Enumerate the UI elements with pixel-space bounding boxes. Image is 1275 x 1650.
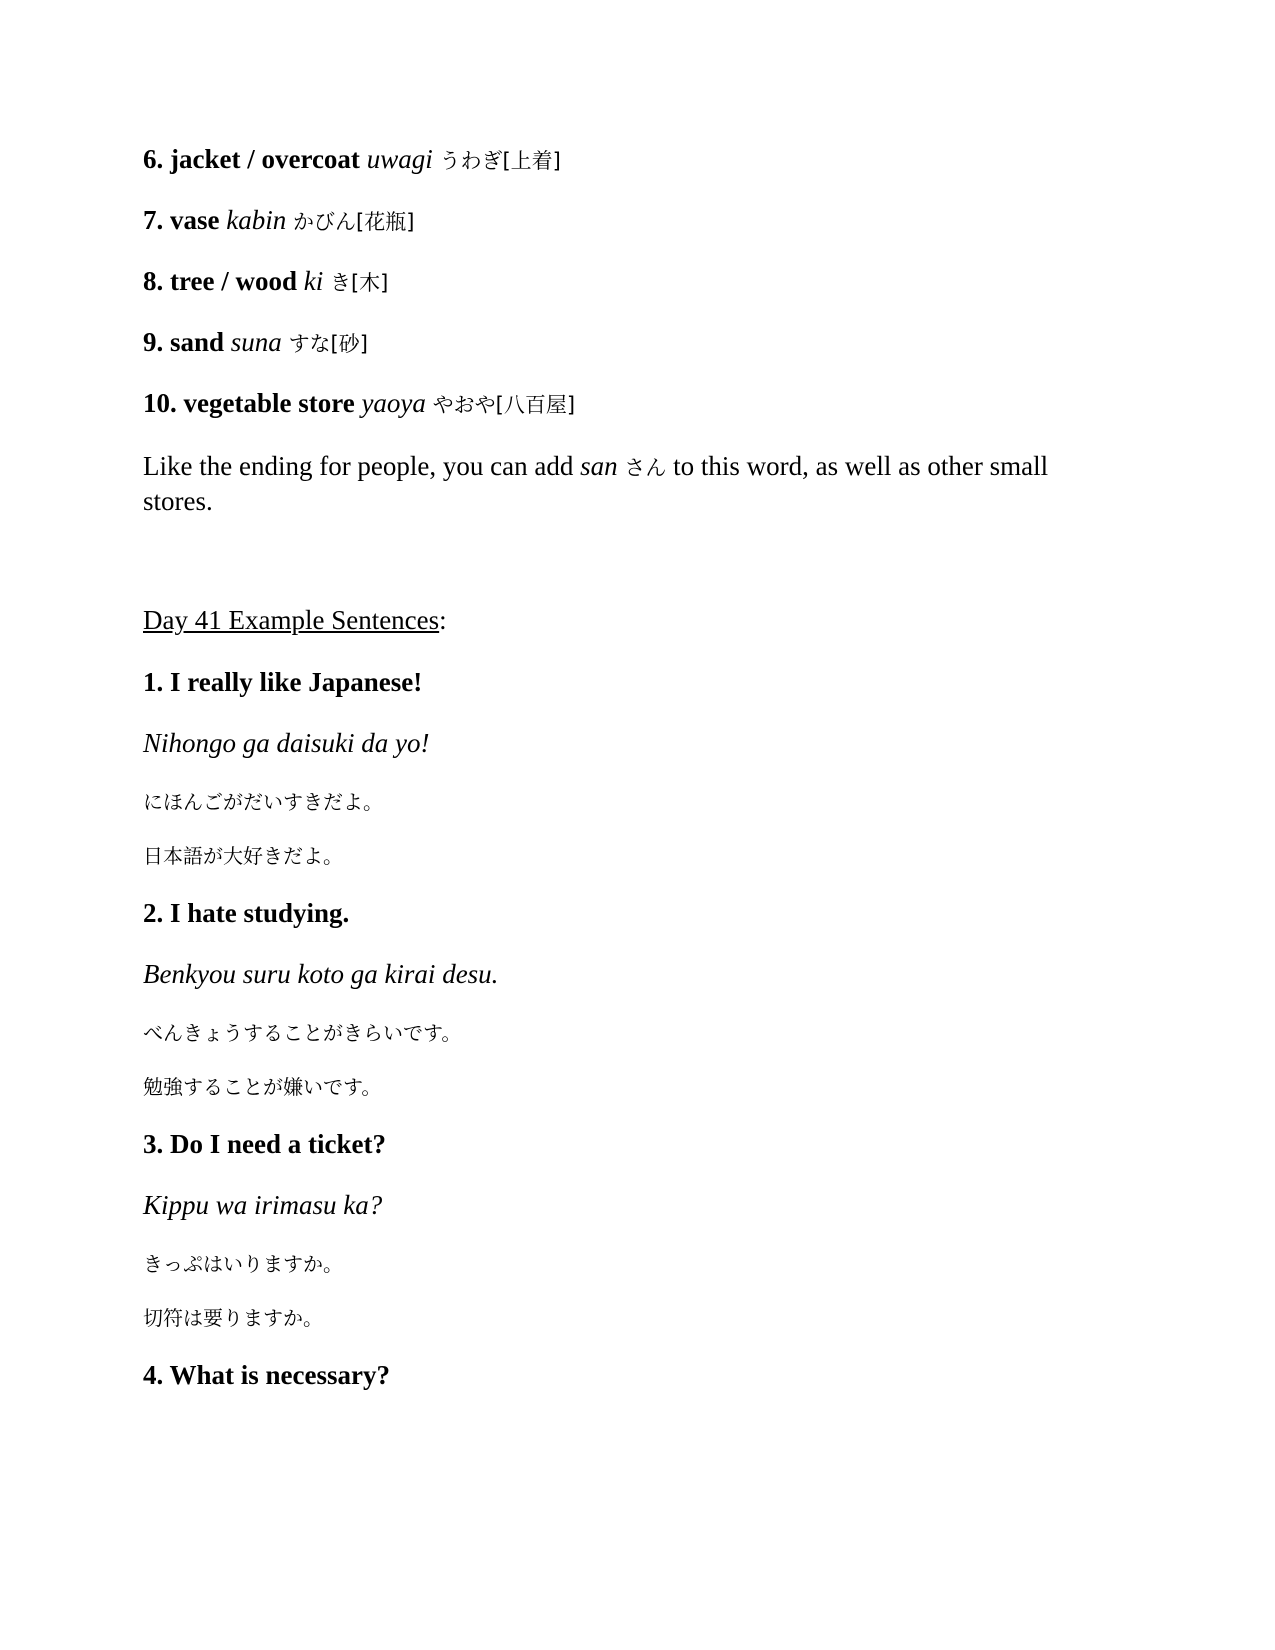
example-kana: きっぷはいりますか。 [143,1252,343,1276]
example-kanji: 勉強することが嫌いです。 [143,1075,382,1099]
example-english: 2. I hate studying. [143,898,350,928]
vocab-english: 10. vegetable store [143,388,355,418]
vocab-romaji: kabin [226,205,287,235]
example-kanji: 日本語が大好きだよ。 [143,844,343,868]
example-english: 1. I really like Japanese! [143,667,423,697]
example-romaji: Benkyou suru koto ga kirai desu. [143,959,499,989]
vocab-english: 8. tree / wood [143,266,297,296]
example-romaji: Nihongo ga daisuki da yo! [143,728,430,758]
example-kana: べんきょうすることがきらいです。 [143,1021,462,1045]
vocab-romaji: uwagi [366,144,433,174]
vocab-romaji: ki [303,266,324,296]
note-romaji: san [580,451,618,481]
note-text-before: Like the ending for people, you can add [143,451,581,481]
note-kana: さん [624,456,667,480]
vocab-romaji: suna [230,327,282,357]
note-paragraph [143,450,1063,518]
example-english: 3. Do I need a ticket? [143,1129,386,1159]
vocab-english: 6. jacket / overcoat [143,144,360,174]
vocab-item [143,387,575,421]
vocab-item [143,143,561,177]
note-text-after: to this word, as well as other small stores. [143,451,1049,516]
vocab-english: 7. vase [143,205,220,235]
example-romaji: Kippu wa irimasu ka? [143,1190,383,1220]
vocab-kana: かびん[花瓶] [293,210,415,234]
example-kana: にほんごがだいすきだよ。 [143,790,383,814]
section-heading-colon: : [439,605,447,635]
vocab-item [143,265,388,299]
vocab-kana: き[木] [329,271,389,295]
vocab-item [143,326,368,360]
vocab-kana: すな[砂] [288,332,368,356]
vocab-kana: うわぎ[上着] [439,149,561,173]
vocab-english: 9. sand [143,327,225,357]
section-heading-text: Day 41 Example Sentences [143,605,440,635]
section-heading [143,604,447,636]
vocab-romaji: yaoya [361,388,426,418]
vocab-item [143,204,414,238]
vocab-kana: やおや[八百屋] [432,393,576,417]
example-english: 4. What is necessary? [143,1360,390,1390]
example-kanji: 切符は要りますか。 [143,1306,323,1330]
